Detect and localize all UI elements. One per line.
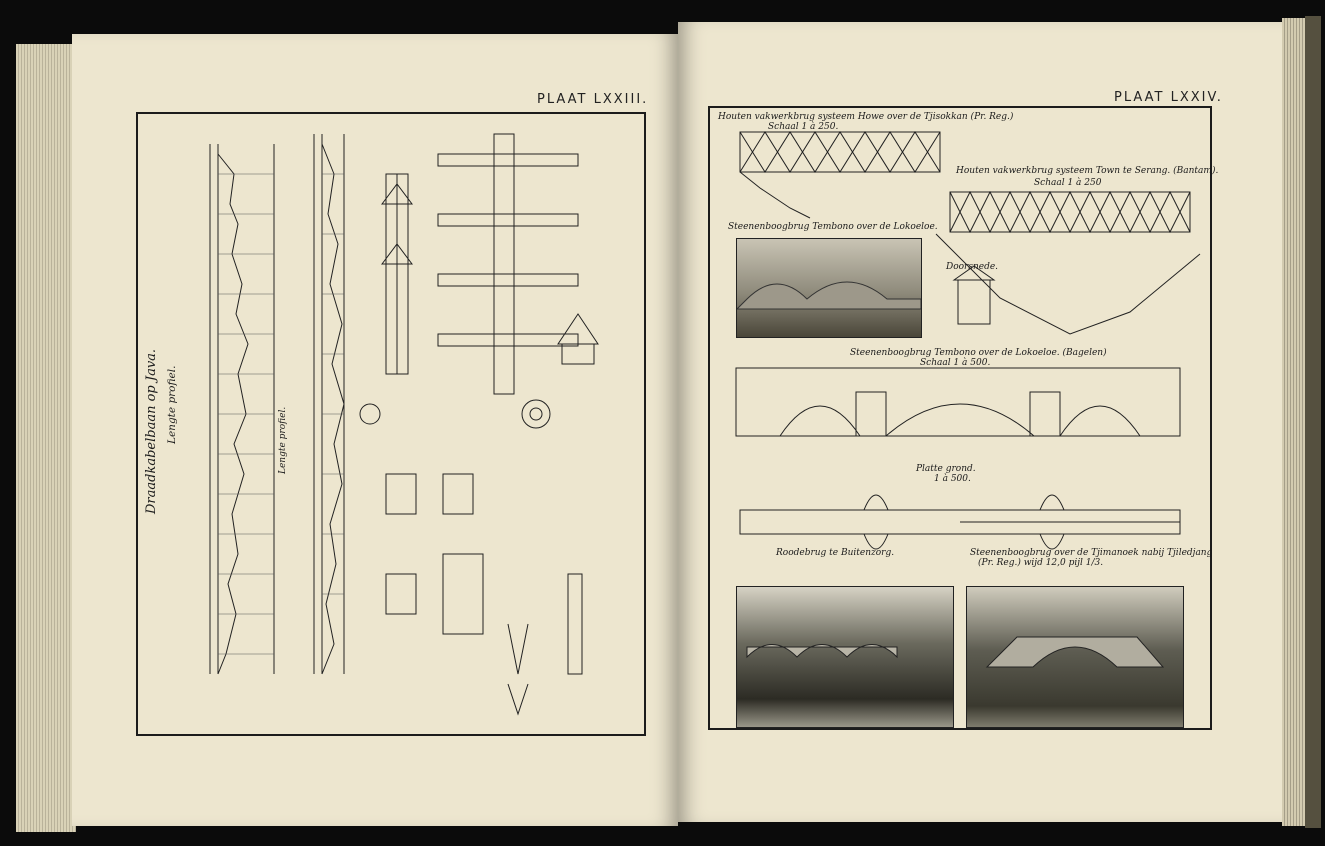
left-page	[72, 34, 678, 826]
town-truss-caption: Houten vakwerkbrug systeem Town te Serang. (Bantam).	[956, 166, 1219, 176]
tjimanoek-caption: Steenenboogbrug over de Tjimanoek nabij Tjiledjang	[970, 548, 1213, 558]
doorsnede-caption: Doorsnede.	[946, 262, 999, 272]
right-page	[678, 22, 1282, 822]
left-plate-frame	[136, 112, 646, 736]
plate-subtitle-left: Lengte profiel.	[166, 365, 178, 444]
howe-truss-caption: Houten vakwerkbrug systeem Howe over de Tjisokkan (Pr. Reg.)	[718, 112, 1014, 122]
photo-tjimanoek-bridge	[966, 586, 1184, 728]
tembono-photo-caption: Steenenboogbrug Tembono over de Lokoeloe.	[728, 222, 938, 232]
profile-label: Lengte profiel.	[278, 406, 288, 474]
tjimanoek-subcaption: (Pr. Reg.) wijd 12,0 pijl 1/3.	[978, 558, 1104, 568]
plan-scale: 1 à 500.	[934, 474, 971, 484]
elevation-scale: Schaal 1 à 500.	[920, 358, 991, 368]
plate-title-left: Draadkabelbaan op Java.	[144, 348, 159, 514]
left-page-edges	[16, 44, 76, 832]
roodebrug-caption: Roodebrug te Buitenzorg.	[776, 548, 895, 558]
plate-label-right: PLAAT LXXIV.	[1114, 90, 1223, 105]
photo-roodebrug	[736, 586, 954, 728]
town-truss-scale: Schaal 1 à 250	[1034, 178, 1102, 188]
plate-label-left: PLAAT LXXIII.	[537, 92, 649, 107]
cable-railway-drawing	[138, 114, 644, 734]
book-cover-edge	[1305, 16, 1321, 828]
elevation-caption: Steenenboogbrug Tembono over de Lokoeloe. (Bagelen)	[850, 348, 1107, 358]
howe-truss-scale: Schaal 1 à 250.	[768, 122, 839, 132]
plan-caption: Platte grond.	[916, 464, 976, 474]
right-plate-frame	[708, 106, 1219, 730]
photo-tembono-bridge	[736, 238, 922, 338]
